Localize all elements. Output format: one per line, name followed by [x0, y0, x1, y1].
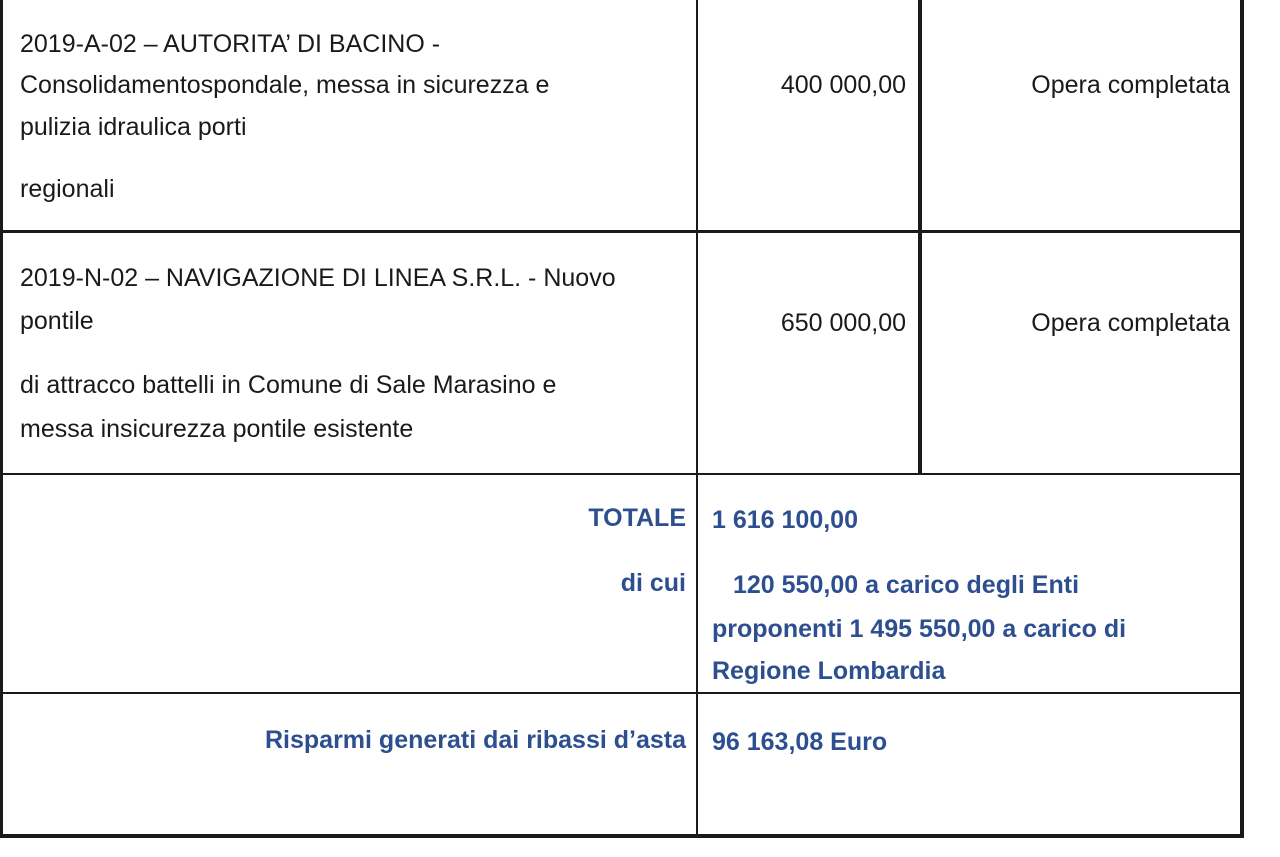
total-sub-line: 120 550,00 a carico degli Enti [733, 571, 1080, 599]
table-border-left [0, 0, 3, 838]
row-description-line: Consolidamentospondale, messa in sicurezza e [20, 71, 550, 99]
column-divider [696, 0, 698, 838]
total-label: TOTALE [588, 504, 686, 532]
column-divider [918, 0, 922, 475]
total-value: 1 616 100,00 [712, 506, 858, 534]
row-status: Opera completata [1031, 309, 1230, 337]
total-sub-label: di cui [620, 569, 686, 597]
row-divider [0, 692, 1244, 694]
row-description-line: pontile [20, 307, 94, 335]
row-description-line: regionali [20, 175, 115, 203]
total-sub-line: proponenti 1 495 550,00 a carico di [712, 615, 1127, 643]
row-status: Opera completata [1031, 71, 1230, 99]
table-border-bottom [0, 834, 1244, 838]
savings-value: 96 163,08 Euro [712, 728, 888, 756]
row-description-line: 2019-N-02 – NAVIGAZIONE DI LINEA S.R.L. - Nuovo [20, 264, 616, 292]
row-description-line: pulizia idraulica porti [20, 113, 247, 141]
savings-label: Risparmi generati dai ribassi d’asta [265, 726, 686, 754]
row-divider [0, 230, 1244, 233]
total-sub-line: Regione Lombardia [712, 657, 946, 685]
row-description-line: 2019-A-02 – AUTORITA’ DI BACINO - [20, 30, 441, 58]
row-amount: 650 000,00 [780, 309, 906, 337]
table-border-right [1240, 0, 1244, 838]
row-divider [0, 473, 1244, 475]
row-amount: 400 000,00 [780, 71, 906, 99]
row-description-line: di attracco battelli in Comune di Sale Marasino e [20, 371, 557, 399]
row-description-line: messa insicurezza pontile esistente [20, 415, 414, 443]
